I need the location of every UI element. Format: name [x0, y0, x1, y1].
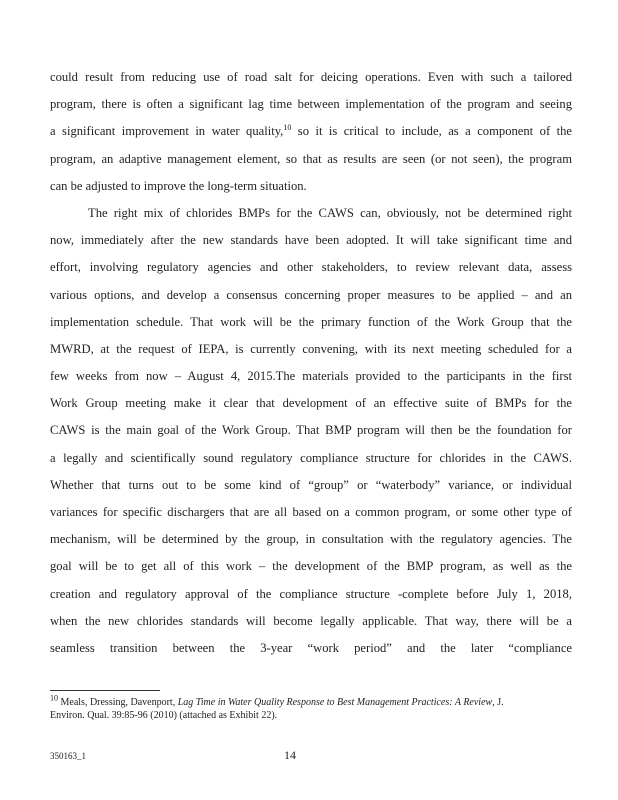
text-line: program, there is often a significant lag time between implementation of the program and seeing [50, 97, 572, 112]
text-line: CAWS is the main goal of the Work Group. That BMP program will then be the foundation for [50, 423, 572, 438]
page-number: 14 [284, 748, 296, 762]
footnote-text: Environ. Qual. 39:85-96 (2010) (attached as Exhibit 22). [50, 710, 278, 721]
text-line: creation and regulatory approval of the compliance structure -complete before July 1, 2018, [50, 586, 572, 601]
text-line [50, 118, 572, 145]
footnote-authors: Meals, Dressing, Davenport, [58, 697, 178, 708]
text-line: The right mix of chlorides BMPs for the CAWS can, obviously, not be determined right [88, 205, 572, 220]
text-line: now, immediately after the new standards have been adopted. It will take significant time and [50, 233, 572, 248]
text-span: so it is critical to include, as a component of the [291, 124, 572, 139]
text-line: Work Group meeting make it clear that development of an effective suite of BMPs for the [50, 396, 572, 411]
footnote [50, 693, 572, 722]
footnote-title: Lag Time in Water Quality Response to Best Management Practices: A Review [177, 697, 493, 708]
text-line: mechanism, will be determined by the group, in consultation with the regulatory agencies. The [50, 532, 572, 547]
text-line: various options, and develop a consensus concerning proper measures to be applied – and an [50, 287, 572, 302]
text-line: effort, involving regulatory agencies and other stakeholders, to review relevant data, assess [50, 260, 572, 275]
text-line: when the new chlorides standards will become legally applicable. That way, there will be a [50, 613, 572, 628]
footnote-number: 10 [50, 693, 58, 703]
text-span: a significant improvement in water quality, [50, 124, 284, 139]
text-line: seamless transition between the 3-year “work period” and the later “compliance [50, 640, 572, 655]
text-line: MWRD, at the request of IEPA, is currently convening, with its next meeting scheduled for a [50, 341, 572, 356]
paragraph-2 [50, 200, 572, 662]
text-line: goal will be to get all of this work – the development of the BMP program, as well as the [50, 559, 572, 574]
footnote-text: , J. [492, 697, 504, 708]
footnote-divider [50, 690, 160, 691]
text-line: could result from reducing use of road salt for deicing operations. Even with such a tailored [50, 70, 572, 84]
text-line: variances for specific dischargers that are all based on a common program, or some other type of [50, 505, 572, 519]
text-line: Whether that turns out to be some kind of “group” or “waterbody” variance, or individual [50, 477, 572, 492]
text-line: few weeks from now – August 4, 2015.The materials provided to the participants in the first [50, 369, 572, 384]
document-id: 350163_1 [50, 751, 86, 761]
text-line: a legally and scientifically sound regulatory compliance structure for chlorides in the CAWS. [50, 450, 572, 465]
footnote-ref[interactable]: 10 [283, 123, 292, 133]
text-line: can be adjusted to improve the long-term situation. [50, 178, 307, 193]
body-text [50, 64, 572, 662]
text-line: program, an adaptive management element, so that as results are seen (or not seen), the program [50, 151, 572, 166]
text-line: implementation schedule. That work will be the primary function of the Work Group that the [50, 314, 572, 329]
